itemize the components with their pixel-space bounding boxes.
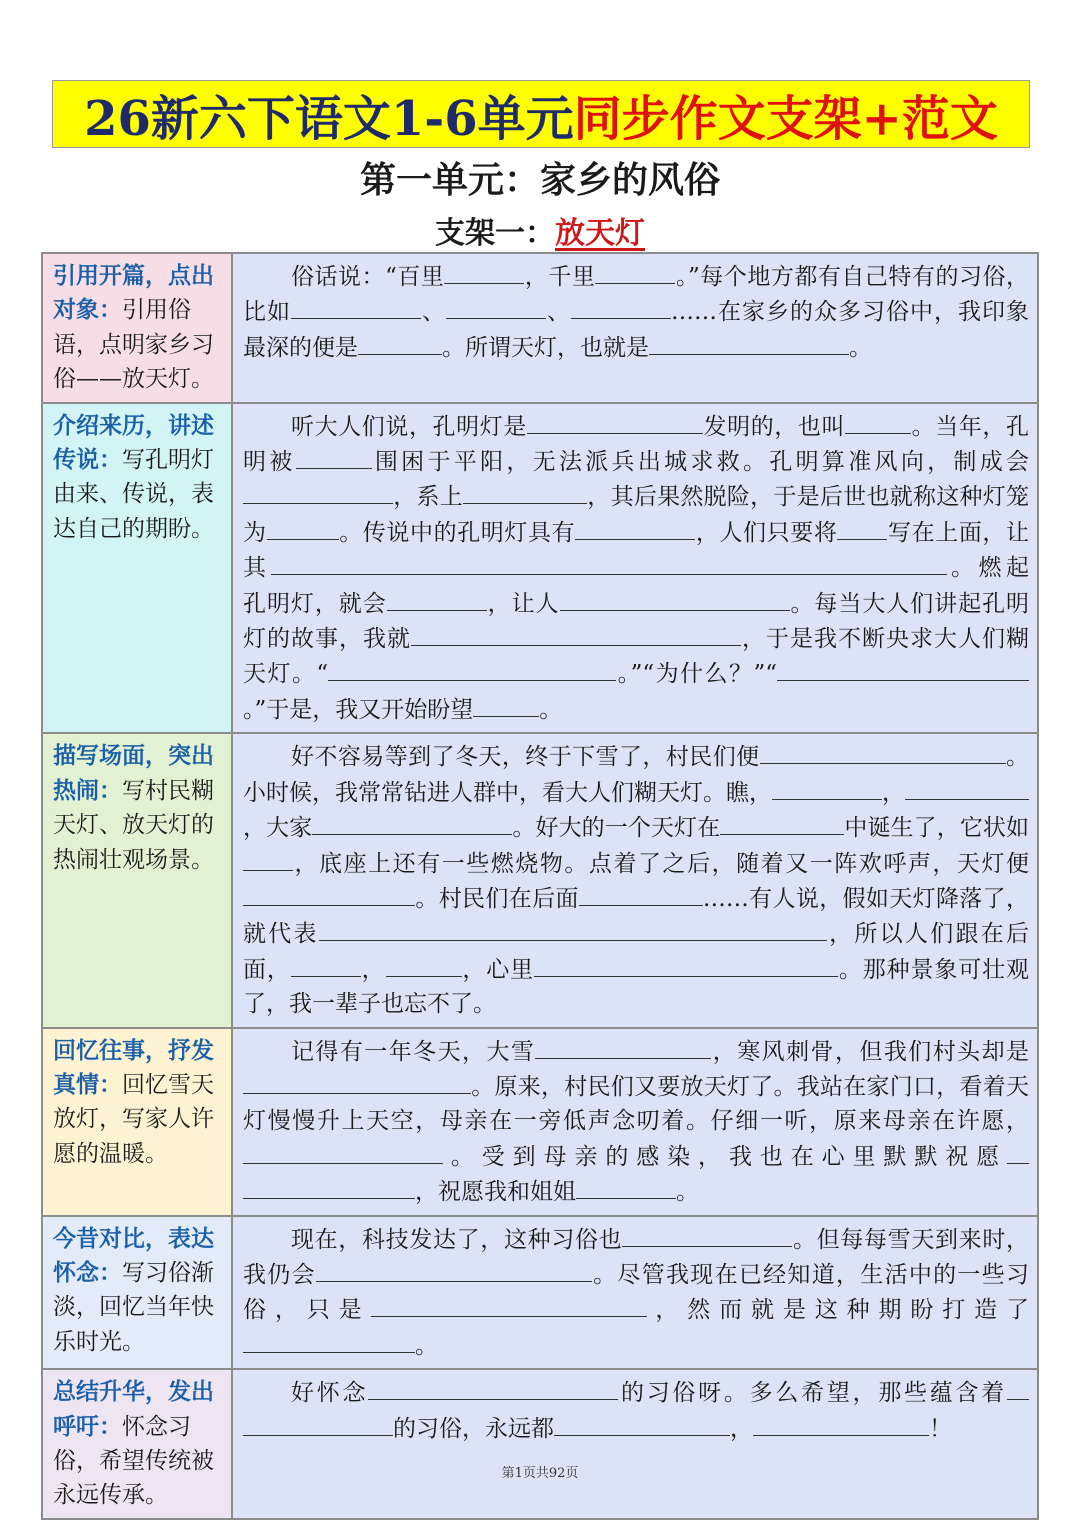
text-segment: 。燃起孔明灯，就会 — [243, 555, 1029, 617]
fill-in-blank[interactable] — [560, 586, 790, 611]
row-text-cell — [232, 733, 1038, 1027]
text-segment: 。”于是，我又开始盼望 — [243, 696, 474, 723]
row-guide-description: 怀念习俗，希望传统被永远传承。 — [53, 1413, 214, 1509]
text-segment: 发明的，也叫 — [702, 413, 846, 440]
fill-in-blank[interactable] — [386, 952, 462, 977]
frame-row — [42, 253, 1038, 403]
text-segment: 。每当大人们讲起孔明灯的故事，我就 — [243, 590, 1030, 653]
fill-in-blank[interactable] — [312, 810, 512, 835]
fill-in-blank[interactable] — [772, 775, 882, 800]
document-title-banner — [52, 80, 1030, 148]
text-segment: 的习俗呀。多么希望，那些蕴含着 — [618, 1380, 1008, 1407]
row-guide-description: 回忆雪天放灯，写家人许愿的温暖。 — [53, 1071, 214, 1167]
text-segment: ，其后果然脱险，于是后世也就称这种灯笼为 — [243, 484, 1030, 546]
fill-in-blank[interactable] — [446, 294, 546, 319]
frame-title — [0, 208, 1080, 252]
page-number: 第1页共92页 — [501, 1466, 579, 1481]
row-guide-description: 写孔明灯由来、传说，表达自己的期盼。 — [53, 447, 214, 542]
row-guide-cell — [42, 1216, 232, 1370]
row-guide-heading: 描写场面，突出热闹： — [53, 742, 214, 804]
fill-in-blank[interactable] — [291, 294, 421, 319]
fill-in-blank[interactable] — [527, 409, 703, 434]
text-segment: ，让人 — [486, 590, 560, 617]
text-segment: ，底座上还有一些燃烧物。点着了之后，随着又一阵欢呼声，天灯便 — [293, 850, 1029, 877]
row-guide-cell — [42, 1028, 232, 1216]
row-guide-cell — [42, 1369, 232, 1519]
row-guide-heading: 回忆往事，抒发真情： — [53, 1036, 214, 1098]
frame-row — [42, 1216, 1038, 1370]
text-segment: ， — [882, 779, 905, 806]
text-segment: 。小时候，我常常钻进人群中，看大人们糊天灯。瞧， — [243, 744, 1030, 806]
fill-in-blank[interactable] — [929, 550, 947, 575]
fill-in-blank[interactable] — [984, 739, 1006, 764]
fill-in-blank[interactable] — [595, 259, 675, 284]
fill-in-blank[interactable] — [358, 330, 442, 355]
text-segment: ，人们只要将 — [695, 519, 838, 546]
text-segment: 。村民们在后面 — [415, 885, 579, 912]
fill-in-blank[interactable] — [328, 656, 616, 681]
text-segment: 中诞生了，它状如 — [844, 815, 1030, 842]
fill-in-blank[interactable] — [571, 294, 671, 319]
fill-in-blank[interactable] — [296, 444, 372, 469]
row-guide-heading: 介绍来历，讲述传说： — [53, 411, 214, 474]
row-guide-cell — [42, 733, 232, 1027]
fill-in-blank[interactable] — [760, 739, 984, 764]
text-segment: 写在上面，让其 — [243, 519, 1030, 582]
text-segment: 。那种景象可壮观了，我一辈子也忘不了。 — [243, 956, 1029, 1018]
text-segment: ， — [360, 956, 386, 983]
fill-in-blank[interactable] — [243, 1069, 471, 1094]
fill-in-blank[interactable] — [267, 515, 339, 540]
row-text-cell — [232, 403, 1038, 734]
text-segment: ！ — [929, 1415, 952, 1442]
row-guide-description: 引用俗语，点明家乡习俗——放天灯。 — [53, 297, 214, 393]
text-segment: ……在家乡的众多习俗中，我印象最深的便是 — [243, 299, 1029, 361]
text-segment: ，于是我不断央求大人们糊天灯。“ — [243, 626, 1029, 688]
fill-in-blank[interactable] — [905, 775, 1029, 800]
text-segment: ， — [730, 1415, 753, 1442]
text-segment: 好不容易等到了冬天，终于下雪了，村民们便 — [291, 744, 760, 771]
text-segment: 。 — [539, 696, 563, 723]
text-segment: 现在，科技发达了，这种习俗也 — [291, 1226, 623, 1253]
text-segment: 。但每每雪天到来时，我仍会 — [243, 1226, 1030, 1288]
fill-in-blank[interactable] — [368, 1375, 618, 1400]
fill-in-blank[interactable] — [779, 916, 827, 941]
text-segment: 。 — [676, 1179, 699, 1206]
fill-in-blank[interactable] — [753, 1411, 929, 1436]
text-segment: ，心里 — [461, 956, 534, 983]
text-segment: 俗话说：“百里 — [291, 264, 445, 290]
fill-in-blank[interactable] — [837, 515, 887, 540]
text-segment: ，系上 — [393, 484, 464, 511]
row-guide-cell — [42, 403, 232, 734]
text-segment: 、 — [421, 299, 446, 326]
text-segment: ，千里 — [524, 264, 596, 290]
fill-in-blank[interactable] — [371, 1292, 647, 1317]
title-part-red: 同步作文支架+范文 — [573, 90, 998, 147]
fill-in-blank[interactable] — [444, 259, 524, 284]
fill-in-blank[interactable] — [243, 1328, 415, 1353]
title-part-blue: 26新六下语文1-6单元 — [84, 90, 574, 147]
fill-in-blank[interactable] — [799, 656, 1029, 681]
fill-in-blank[interactable] — [576, 1174, 676, 1199]
row-text-cell — [232, 1369, 1038, 1519]
fill-in-blank[interactable] — [271, 550, 929, 575]
fill-in-blank[interactable] — [622, 1222, 792, 1247]
text-segment: 。”“为什么？”“ — [616, 661, 777, 688]
row-guide-heading: 引用开篇，点出对象： — [53, 262, 214, 324]
fill-in-blank[interactable] — [411, 621, 741, 646]
fill-in-blank[interactable] — [463, 479, 587, 504]
fill-in-blank[interactable] — [243, 1139, 443, 1164]
text-segment: 。受到母亲的感染，我也在心里默默祝愿 — [443, 1143, 1007, 1170]
text-segment: 的习俗，永远都 — [393, 1415, 554, 1442]
fill-in-blank[interactable] — [243, 881, 415, 906]
frame-row — [42, 403, 1038, 734]
fill-in-blank[interactable] — [473, 692, 539, 717]
text-segment: ……有人说，假如天灯降落了，就代表 — [243, 885, 1030, 948]
text-segment: 。好大的一个天灯在 — [512, 815, 721, 842]
fill-in-blank[interactable] — [575, 515, 695, 540]
fill-in-blank[interactable] — [554, 1411, 730, 1436]
row-guide-description: 写村民糊天灯、放天灯的热闹壮观场景。 — [53, 777, 214, 873]
fill-in-blank[interactable] — [387, 586, 487, 611]
text-segment: 。当年，孔明被 — [243, 413, 1030, 476]
text-segment: 。”每个地方都有自己特有的习俗，比如 — [243, 264, 1030, 326]
fill-in-blank[interactable] — [777, 656, 799, 681]
text-segment: ，祝愿我和姐姐 — [415, 1179, 576, 1206]
fill-in-blank[interactable] — [534, 952, 790, 977]
text-segment: 。 — [849, 334, 872, 361]
frame-topic: 放天灯 — [555, 216, 645, 251]
frame-row — [42, 1028, 1038, 1216]
text-segment: ，然而就是这种期盼打造了 — [646, 1297, 1029, 1324]
text-segment: ，所以人们跟在后面， — [243, 921, 1030, 983]
fill-in-blank[interactable] — [316, 1257, 592, 1282]
fill-in-blank[interactable] — [845, 409, 911, 434]
row-guide-cell — [42, 253, 232, 403]
fill-in-blank[interactable] — [243, 846, 293, 871]
row-guide-description: 写习俗渐淡，回忆当年快乐时光。 — [53, 1259, 214, 1355]
unit-title: 第一单元：家乡的风俗 — [359, 159, 720, 201]
fill-in-blank[interactable] — [291, 952, 361, 977]
fill-in-blank[interactable] — [1007, 1375, 1029, 1400]
row-guide-heading: 总结升华，发出呼吁： — [53, 1378, 214, 1440]
fill-in-blank[interactable] — [243, 1174, 415, 1199]
text-segment: 好怀念 — [291, 1380, 369, 1407]
fill-in-blank[interactable] — [243, 479, 393, 504]
frame-label: 支架一： — [435, 216, 555, 251]
row-text-cell — [232, 1216, 1038, 1370]
text-segment: 。尽管我现在已经知道，生活中的一些习俗，只是 — [243, 1261, 1030, 1324]
fill-in-blank[interactable] — [319, 916, 779, 941]
row-text-cell — [232, 253, 1038, 403]
fill-in-blank[interactable] — [535, 1034, 711, 1059]
fill-in-blank[interactable] — [649, 330, 849, 355]
text-segment: 记得有一年冬天，大雪 — [291, 1038, 536, 1065]
row-text-cell — [232, 1028, 1038, 1216]
fill-in-blank[interactable] — [720, 810, 844, 835]
fill-in-blank[interactable] — [790, 952, 838, 977]
text-segment: 。传说中的孔明灯具有 — [338, 519, 576, 546]
text-segment: ，寒风刺骨，但我们村头却是 — [711, 1038, 1030, 1065]
fill-in-blank[interactable] — [579, 881, 703, 906]
text-segment: 。所谓天灯，也就是 — [442, 334, 649, 361]
row-guide-heading: 今昔对比，表达怀念： — [53, 1224, 214, 1286]
text-segment: ，大家 — [243, 815, 313, 842]
text-segment: 。原来，村民们又要放天灯了。我站在家门口，看着天灯慢慢升上天空，母亲在一旁低声念叨着。仔细一听，原来母亲在许愿， — [243, 1073, 1029, 1135]
text-segment: 、 — [546, 299, 571, 326]
fill-in-blank[interactable] — [1007, 1139, 1029, 1164]
frame-row — [42, 733, 1038, 1027]
text-segment: 围困于平阳，无法派兵出城求救。孔明算准风向，制成会 — [371, 449, 1030, 476]
text-segment: 听大人们说，孔明灯是 — [291, 413, 527, 440]
writing-frame-table — [41, 252, 1039, 1520]
frame-row — [42, 1369, 1038, 1519]
text-segment: 。 — [415, 1332, 438, 1359]
fill-in-blank[interactable] — [243, 1411, 393, 1436]
